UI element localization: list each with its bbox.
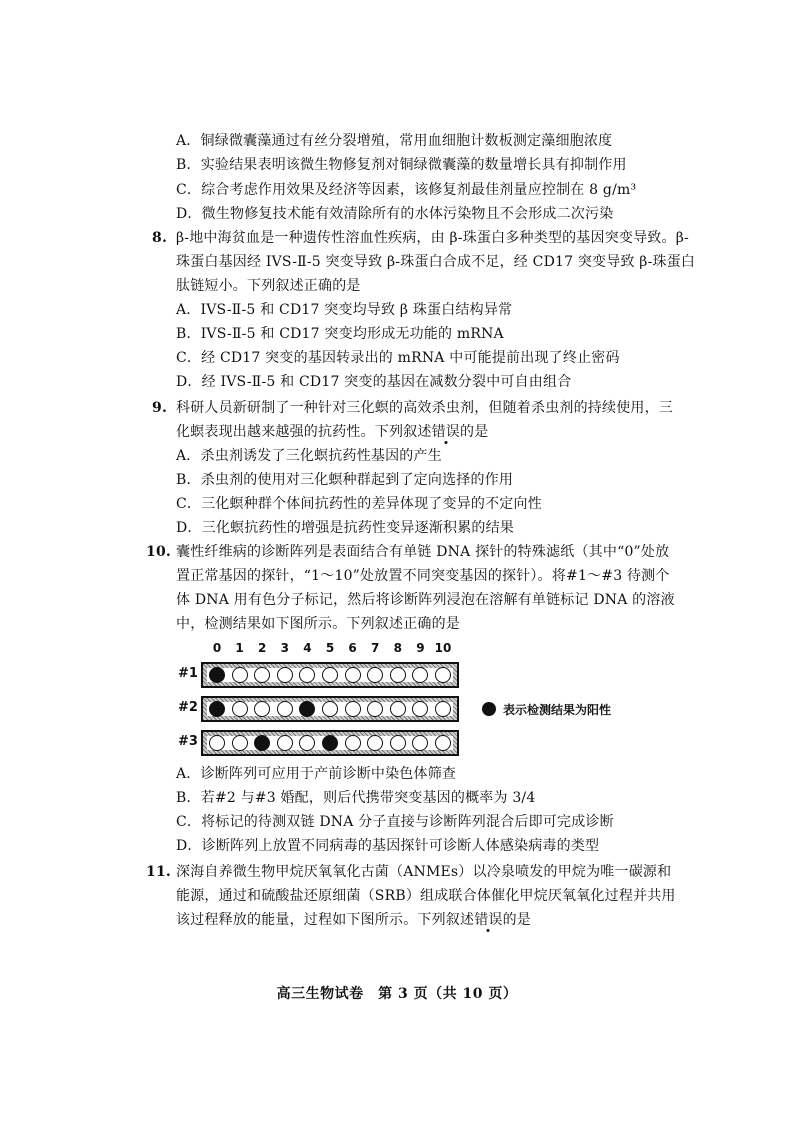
probe-spot-negative [367, 667, 383, 683]
q11-stem-end: 的是 [502, 912, 532, 928]
array-strip-surface [207, 668, 453, 682]
q10-stem-line4: 中，检测结果如下图所示。下列叙述正确的是 [176, 616, 460, 632]
q9-emphasis-word: 错误 [431, 424, 461, 440]
array-column-label: 6 [348, 641, 357, 655]
array-row-label: #3 [178, 734, 198, 749]
probe-spot-negative [435, 735, 451, 751]
probe-spot-positive [299, 701, 315, 717]
q8-option-b: B．IVS-Ⅱ-5 和 CD17 突变均形成无功能的 mRNA [176, 326, 504, 342]
array-column-label: 10 [434, 641, 452, 655]
q8-number: 8. [152, 230, 168, 246]
q11-stem-line2: 能源，通过和硫酸盐还原细菌（SRB）组成联合体催化甲烷厌氧氧化过程并共用 [176, 888, 676, 904]
probe-spot-negative [345, 735, 361, 751]
array-column-label: 2 [258, 641, 267, 655]
probe-spot-negative [232, 701, 248, 717]
q10-stem-line1: 囊性纤维病的诊断阵列是表面结合有单链 DNA 探针的特殊滤纸（其中“0”处放 [176, 544, 670, 560]
positive-legend-dot [482, 702, 496, 716]
probe-spot-negative [209, 735, 225, 751]
q10-stem-line2: 置正常基因的探针，“1～10”处放置不同突变基因的探针）。将#1～#3 待测个 [176, 568, 670, 584]
probe-spot-negative [299, 735, 315, 751]
array-column-label: 0 [212, 641, 222, 655]
q7-option-d: D．微生物修复技术能有效清除所有的水体污染物且不会形成二次污染 [176, 206, 614, 222]
probe-spot-negative [435, 667, 451, 683]
page-footer: 高三生物试卷 第 3 页（共 10 页） [276, 986, 518, 1002]
array-strip [201, 696, 459, 722]
probe-spot-negative [299, 667, 315, 683]
q7-option-b: B．实验结果表明该微生物修复剂对铜绿微囊藻的数量增长具有抑制作用 [176, 157, 627, 173]
q8-option-a: A．IVS-Ⅱ-5 和 CD17 突变均导致 β 珠蛋白结构异常 [176, 302, 513, 318]
probe-spot-negative [390, 667, 406, 683]
q9-stem-line1: 科研人员新研制了一种针对三化螟的高效杀虫剂，但随着杀虫剂的持续使用，三 [176, 400, 673, 416]
q7-option-c: C．综合考虑作用效果及经济等因素，该修复剂最佳剂量应控制在 8 g/m³ [176, 182, 637, 198]
q8-stem-line3: 肽链短小。下列叙述正确的是 [176, 278, 361, 294]
probe-spot-negative [254, 667, 270, 683]
probe-spot-negative [390, 735, 406, 751]
q8-stem-line2: 珠蛋白基因经 IVS-Ⅱ-5 突变导致 β-珠蛋白合成不足，经 CD17 突变导致 β-珠蛋白 [176, 254, 696, 270]
array-column-label: 1 [235, 641, 244, 655]
q8-stem-line1: β-地中海贫血是一种遗传性溶血性疾病，由 β-珠蛋白多种类型的基因突变导致。β- [176, 230, 689, 246]
q9-number: 9. [152, 400, 168, 416]
array-row-label: #1 [178, 666, 198, 681]
q9-stem-text: 化螟表现出越来越强的抗药性。下列叙述 [176, 424, 432, 440]
array-column-label: 7 [371, 641, 380, 655]
positive-legend-text: 表示检测结果为阳性 [503, 703, 612, 717]
probe-spot-negative [412, 701, 428, 717]
probe-spot-negative [232, 667, 248, 683]
probe-spot-negative [412, 735, 428, 751]
probe-spot-positive [322, 735, 338, 751]
probe-spot-negative [412, 667, 428, 683]
q10-option-c: C．将标记的待测双链 DNA 分子直接与诊断阵列混合后即可完成诊断 [176, 814, 614, 830]
q10-option-d: D．诊断阵列上放置不同病毒的基因探针可诊断人体感染病毒的类型 [176, 838, 600, 854]
array-row-label: #2 [178, 700, 198, 715]
q11-stem-text: 该过程释放的能量，过程如下图所示。下列叙述 [176, 912, 475, 928]
q11-emphasis-word: 错误 [474, 912, 503, 928]
probe-spot-negative [322, 701, 338, 717]
probe-spot-negative [390, 701, 406, 717]
q10-option-b: B．若#2 与#3 婚配，则后代携带突变基因的概率为 3/4 [176, 790, 536, 806]
probe-spot-negative [322, 667, 338, 683]
array-column-label: 4 [303, 641, 312, 655]
q11-stem-line1: 深海自养微生物甲烷厌氧氧化古菌（ANMEs）以冷泉喷发的甲烷为唯一碳源和 [176, 864, 672, 880]
q10-stem-line3: 体 DNA 用有色分子标记，然后将诊断阵列浸泡在溶解有单链标记 DNA 的溶液 [176, 592, 675, 608]
probe-spot-negative [277, 701, 293, 717]
array-strip [201, 662, 459, 688]
q9-option-a: A．杀虫剂诱发了三化螟抗药性基因的产生 [176, 448, 442, 464]
probe-spot-negative [277, 667, 293, 683]
q8-option-d: D．经 IVS-Ⅱ-5 和 CD17 突变的基因在减数分裂中可自由组合 [176, 374, 572, 390]
probe-spot-positive [254, 735, 270, 751]
probe-spot-negative [367, 735, 383, 751]
array-column-label: 9 [416, 641, 425, 655]
q10-number: 10. [146, 544, 171, 560]
array-column-label: 5 [325, 641, 335, 655]
array-column-label: 3 [280, 641, 289, 655]
array-strip-surface [207, 736, 453, 750]
q9-stem-end: 的是 [460, 424, 489, 440]
probe-spot-negative [254, 701, 270, 717]
array-strip [201, 730, 459, 756]
q11-number: 11. [146, 864, 171, 880]
q8-option-c: C．经 CD17 突变的基因转录出的 mRNA 中可能提前出现了终止密码 [176, 350, 620, 366]
q9-option-c: C．三化螟种群个体间抗药性的差异体现了变异的不定向性 [176, 496, 542, 512]
q10-option-a: A．诊断阵列可应用于产前诊断中染色体筛查 [176, 766, 457, 782]
probe-spot-negative [345, 667, 361, 683]
q9-stem-line2 [176, 422, 488, 442]
probe-spot-positive [209, 701, 225, 717]
probe-spot-negative [277, 735, 293, 751]
q7-option-a: A．铜绿微囊藻通过有丝分裂增殖，常用血细胞计数板测定藻细胞浓度 [176, 133, 613, 149]
probe-spot-negative [435, 701, 451, 717]
q9-option-d: D．三化螟抗药性的增强是抗药性变异逐渐积累的结果 [176, 520, 515, 536]
probe-spot-negative [345, 701, 361, 717]
probe-spot-negative [232, 735, 248, 751]
probe-spot-negative [367, 701, 383, 717]
array-strip-surface [207, 702, 453, 716]
q9-option-b: B．杀虫剂的使用对三化螟种群起到了定向选择的作用 [176, 472, 514, 488]
array-column-label: 8 [393, 641, 402, 655]
probe-spot-positive [209, 667, 225, 683]
q11-stem-line3 [176, 910, 531, 930]
